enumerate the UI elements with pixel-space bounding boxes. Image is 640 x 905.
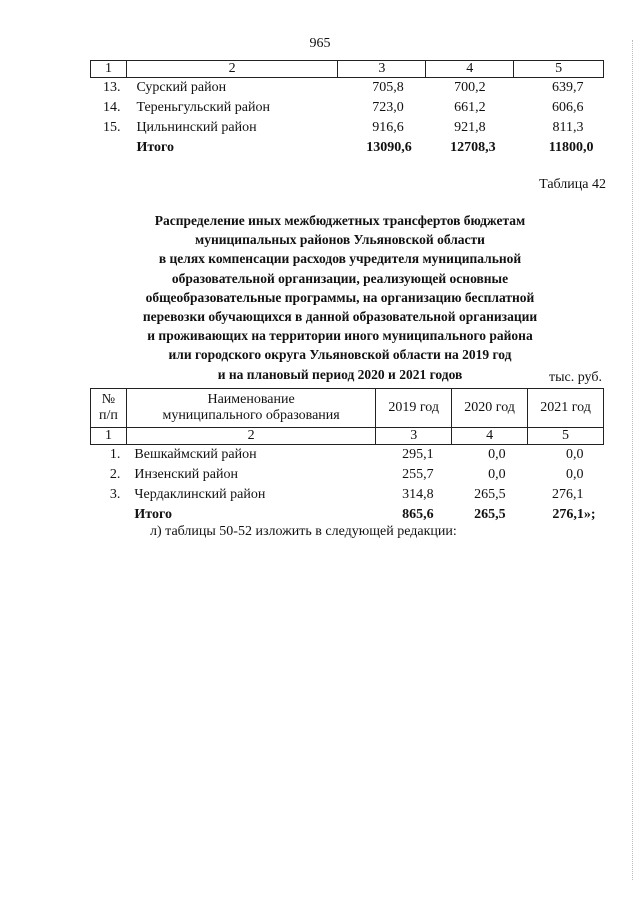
total-2019: 13090,6: [366, 140, 412, 155]
value-2020: 0,0: [488, 467, 506, 482]
value-2019: 705,8: [372, 80, 404, 95]
value-2020: 921,8: [454, 120, 486, 135]
row-number: 3.: [109, 487, 121, 502]
total-2020: 265,5: [474, 507, 506, 522]
table-row: [91, 485, 604, 505]
total-2019: 865,6: [402, 507, 434, 522]
row-number: 2.: [109, 467, 121, 482]
title-line: Распределение иных межбюджетных трансфертов бюджетам: [154, 213, 526, 228]
table-row: [91, 465, 604, 485]
units-label: тыс. руб.: [549, 370, 602, 385]
scan-edge-line: [632, 40, 634, 880]
column-index-row: [91, 61, 604, 78]
table-row: [91, 98, 604, 118]
column-index: 1: [91, 61, 127, 78]
table-row: [91, 118, 604, 138]
header-name: Наименование муниципального образования: [126, 389, 375, 428]
header-2020: 2020 год: [452, 389, 528, 428]
column-index: 3: [376, 428, 452, 445]
total-2021: 276,1»;: [552, 507, 596, 522]
total-2020: 12708,3: [450, 140, 496, 155]
header-2019: 2019 год: [376, 389, 452, 428]
total-row: [91, 505, 604, 525]
column-index: 1: [91, 428, 127, 445]
value-2021: 606,6: [552, 100, 584, 115]
title-line: общеобразовательные программы, на организацию бесплатной: [145, 289, 535, 305]
value-2021: 0,0: [566, 467, 584, 482]
page-number: 965: [309, 36, 331, 51]
column-index: 2: [126, 61, 337, 78]
column-index: 2: [126, 428, 375, 445]
district-name: Цильнинский район: [136, 120, 257, 135]
value-2020: 661,2: [454, 100, 486, 115]
district-name: Сурский район: [136, 80, 227, 95]
total-label: Итого: [136, 140, 175, 155]
table-row: [91, 445, 604, 466]
value-2019: 916,6: [372, 120, 404, 135]
row-number: 15.: [102, 120, 121, 135]
title-line: и на плановый период 2020 и 2021 годов: [217, 366, 463, 382]
total-row: [91, 138, 604, 158]
table-number: Таблица 42: [539, 177, 606, 192]
value-2021: 811,3: [552, 120, 584, 135]
total-2021: 11800,0: [548, 140, 594, 155]
districts-table-continued: [90, 60, 604, 158]
row-number: 13.: [102, 80, 121, 95]
column-index: 3: [338, 61, 426, 78]
table-row: [91, 78, 604, 99]
row-number: 1.: [109, 447, 121, 462]
value-2020: 0,0: [488, 447, 506, 462]
column-index: 4: [426, 61, 514, 78]
table-title: [100, 211, 580, 384]
column-index: 5: [514, 61, 604, 78]
value-2020: 265,5: [474, 487, 506, 502]
column-index: 5: [528, 428, 604, 445]
title-line: перевозки обучающихся в данной образовательной организации: [142, 309, 538, 325]
value-2019: 314,8: [402, 487, 434, 502]
value-2021: 639,7: [552, 80, 584, 95]
district-name: Инзенский район: [134, 467, 238, 482]
title-line: в целях компенсации расходов учредителя муниципальной: [158, 251, 522, 267]
header-2021: 2021 год: [528, 389, 604, 428]
header-row: [91, 389, 604, 428]
title-line: или городского округа Ульяновской области на 2019 год: [168, 347, 512, 363]
amendment-note: л) таблицы 50-52 изложить в следующей редакции:: [150, 524, 457, 539]
header-number: № п/п: [91, 389, 127, 428]
title-line: образовательной организации, реализующей основные: [171, 270, 509, 286]
value-2019: 723,0: [372, 100, 404, 115]
value-2019: 295,1: [402, 447, 434, 462]
district-name: Чердаклинский район: [134, 487, 266, 502]
row-number: 14.: [102, 100, 121, 115]
value-2021: 0,0: [566, 447, 584, 462]
total-label: Итого: [134, 507, 172, 522]
value-2019: 255,7: [402, 467, 434, 482]
district-name: Вешкаймский район: [134, 447, 257, 462]
column-index-row: [91, 428, 604, 445]
column-index: 4: [452, 428, 528, 445]
transfers-table: [90, 388, 604, 525]
title-line: муниципальных районов Ульяновской области: [195, 232, 485, 248]
value-2021: 276,1: [552, 487, 584, 502]
title-line: и проживающих на территории иного муниципального района: [147, 328, 533, 344]
value-2020: 700,2: [454, 80, 486, 95]
district-name: Тереньгульский район: [136, 100, 270, 115]
